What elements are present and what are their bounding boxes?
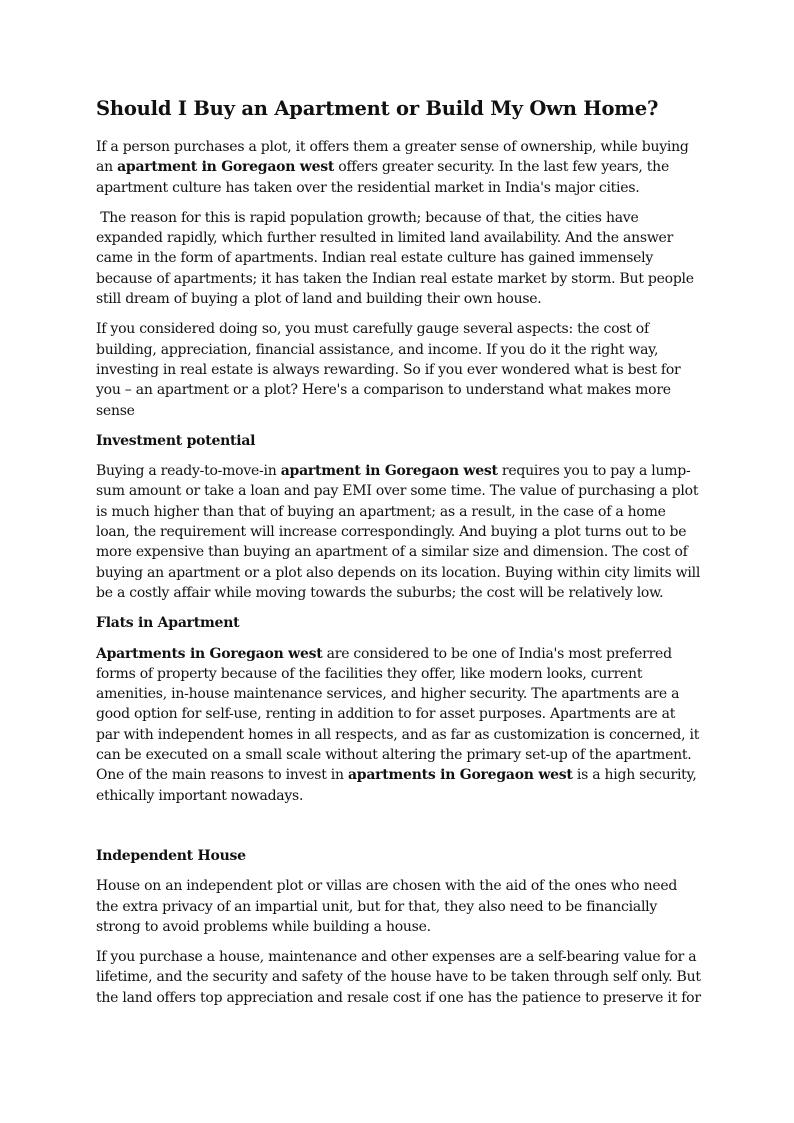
independent-paragraph-2: If you purchase a house, maintenance and other expenses are a self-bearing value for a lifetime, and the security and safety of the house have to be taken through self only. But the land offers top appreciation and resale cost if one has the patience to preserve it for [96, 949, 701, 1006]
text-run: If a person purchases a plot, it offers them a greater sense of ownership, while buying an [96, 139, 689, 176]
text-run: is a high security, ethically important nowadays. [96, 767, 697, 804]
section-heading-independent: Independent House [96, 847, 246, 864]
section-heading-flats: Flats in Apartment [96, 615, 240, 632]
independent-paragraph-1: House on an independent plot or villas are chosen with the aid of the ones who need the extra privacy of an impartial unit, but for that, they also need to be financially strong to avoid problems while building a house. [96, 878, 678, 935]
keyword-link: Apartments in Goregaon west [96, 645, 323, 662]
keyword-link: apartment in Goregaon west [117, 159, 335, 176]
spacer [96, 816, 702, 846]
keyword-link: apartment in Goregaon west [280, 463, 498, 480]
intro-paragraph-3: If you considered doing so, you must carefully gauge several aspects: the cost of building, appreciation, financial assistance, and income. If you do it the right way, investing in real estate is always rewarding. So if you ever wondered what is best for you – an apartment or a plot? Here's a comparison to understand what makes more sense [96, 321, 681, 419]
document-page [96, 95, 702, 1018]
text-run: requires you to pay a lump-sum amount or take a loan and pay EMI over some time. The value of purchasing a plot is much higher than that of buying an apartment; as a result, in the case of a home loan, the requirement will increase correspondingly. And buying a plot turns out to be more expensive than buying an apartment of a similar size and dimension. The cost of buying an apartment or a plot also depends on its location. Buying within city limits will be a costly affair while moving towards the suburbs; the cost will be relatively low. [96, 463, 701, 601]
investment-paragraph [96, 461, 702, 603]
text-run: are considered to be one of India's most preferred forms of property because of the facilities they offer, like modern looks, current amenities, in-house maintenance services, and higher security. The apartments are a good option for self-use, renting in addition to for asset purposes. Apartments are at par with independent homes in all respects, and as far as customization is concerned, it can be executed on a small scale without altering the primary set-up of the apartment. One of the main reasons to invest in [96, 645, 700, 784]
keyword-link: apartments in Goregaon west [347, 767, 573, 784]
flats-paragraph [96, 644, 702, 806]
section-heading-investment: Investment potential [96, 432, 256, 449]
text-run: offers greater security. In the last few years, the apartment culture has taken over the residential market in India's major cities. [96, 159, 669, 196]
text-run: Buying a ready-to-move-in [96, 463, 281, 480]
intro-paragraph-1 [96, 137, 702, 198]
intro-paragraph-2: The reason for this is rapid population growth; because of that, the cities have expanded rapidly, which further resulted in limited land availability. And the answer came in the form of apartments. Indian real estate culture has gained immensely because of apartments; it has taken the Indian real estate market by storm. But people still dream of buying a plot of land and building their own house. [96, 209, 699, 308]
page-title: Should I Buy an Apartment or Build My Own Home? [96, 97, 659, 120]
